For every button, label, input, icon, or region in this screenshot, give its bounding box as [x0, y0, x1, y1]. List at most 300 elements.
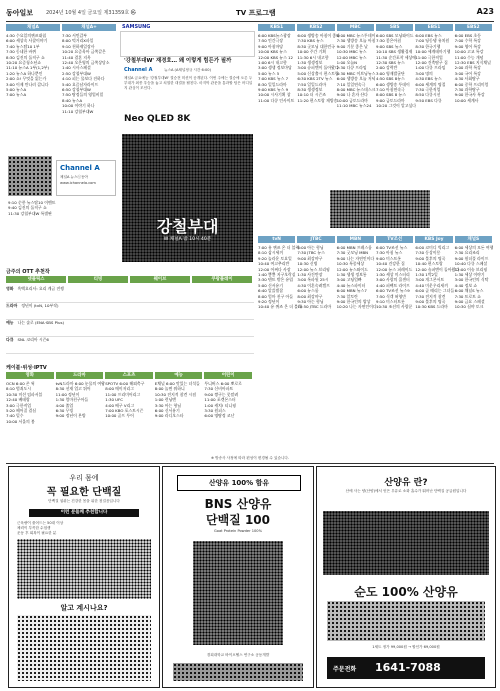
program-row: 7:30 과학탐구 [454, 87, 480, 93]
program-row: 4:50 SBS 8뉴스 [376, 76, 405, 82]
program-row: 10:30 KBS 드라마 [415, 304, 448, 310]
program-row: 1:00 다큐 프라임 [415, 65, 446, 71]
program-row: 10:20 그것이 알고싶다 [376, 103, 416, 109]
ad-right-call-box[interactable] [327, 657, 485, 679]
channel-column [376, 33, 416, 109]
program-row: 3:00 국어 특강 [454, 70, 481, 76]
cable-row: 8:30 선재 업고 튀어 [55, 386, 91, 392]
channel-column [258, 245, 302, 310]
program-row: 8:50 다큐시선 [415, 92, 441, 98]
program-row: 10:00 세계사 [454, 97, 479, 103]
cable-title: 케이블·위성·IPTV [6, 365, 47, 371]
program-row: 1:30 1박2일 [415, 272, 438, 278]
program-row: 4:40 미운우리새끼 [415, 282, 448, 288]
channel-column [258, 33, 295, 103]
schedule-row: 8:00 먹거리X파일 [62, 38, 94, 44]
program-row: 7:30 아침 뉴스 [376, 250, 403, 256]
cable-row: 11:00 정년이 [55, 391, 80, 397]
schedule-row: 11:30 강철부대W 특별판 [8, 210, 52, 216]
program-row: 1:30 세상 미스터리 [376, 272, 410, 278]
cable-header: 예능 [155, 372, 203, 379]
program-row: 10:30 특종세상 [336, 261, 365, 267]
ad-left-list [17, 521, 151, 535]
ott-row [6, 303, 254, 320]
channel-header: KBS2 [297, 24, 334, 31]
program-row: 12:00 이슈 브리핑 [454, 266, 488, 272]
program-row: 7:30 좋은아침 [376, 38, 402, 44]
schedule-row: 5:00 뉴스A [6, 87, 27, 93]
ott-title-text: SNL 코리아 시즌6 [17, 337, 49, 342]
cable-column [204, 381, 252, 419]
program-row: 2:30 다큐 프라임 [336, 65, 367, 71]
cable-row: 8:00 놀면 뭐하니 [154, 386, 185, 392]
ad-mid-product-image [193, 541, 283, 645]
ott-header: 티빙 [68, 276, 128, 283]
ott-row [6, 286, 254, 303]
feature-channel: Channel A [124, 67, 153, 73]
program-row: 10:00 시사기획 창 [258, 92, 291, 98]
ott-genre: 다큐 [6, 337, 14, 342]
program-row: 7:00 KBS 뉴스 7 [258, 76, 289, 82]
program-row: 10:00 주간 기획 [297, 49, 327, 55]
program-row: 11:30 6시 내고향 [297, 54, 329, 60]
program-row: 9:00 금요 스페셜 [454, 299, 485, 305]
program-row: 9:00 불후의 명곡 [415, 299, 446, 305]
drama-cast-photo [330, 190, 430, 228]
ad-right-product-image [327, 601, 485, 641]
program-row: 8:00 MBC 뉴스데스크 [336, 87, 376, 93]
schedule-row: 8:30 김진의 돌직구 쇼 [6, 54, 45, 60]
cable-row: 6:00 신서유기 [154, 408, 180, 414]
program-row: 4:40 퍼펙트 라이프 [376, 282, 410, 288]
channel-column [297, 33, 340, 103]
cable-header: 영화 [6, 372, 54, 379]
program-row: 9:00 영어 특강 [454, 43, 481, 49]
program-row: 6:00 MBN 프레스룸 [336, 245, 372, 250]
program-row: 9:00 나는 자연인이다 [336, 255, 375, 261]
program-row: 6:00 생방송 투데이 [376, 81, 410, 87]
program-row: 3:00 영재발굴단 [376, 70, 405, 76]
program-row: 10:40 여고추리반 [258, 261, 290, 267]
program-row: 7:30 극한직업 [415, 87, 441, 93]
program-row: 10:50 JTBC 드라마 [297, 304, 332, 310]
ad-left-list-item: 운동 후 회복이 필요한 분 [17, 530, 57, 535]
cable-row: 5:20 헤어질 결심 [6, 408, 37, 414]
program-row: 6:00 생방송 오늘 저녁 [336, 76, 376, 82]
program-row: 2:00 강력반 [376, 65, 398, 71]
cable-column [155, 381, 203, 419]
channel-logo: Channel A [60, 164, 100, 172]
program-row: 11:00 수능 개념 [454, 54, 484, 60]
channel-header: EBS1 [415, 24, 452, 31]
channel-header: KBS Joy [415, 236, 452, 243]
schedule-row: 6:00 세상속 사찰이야기 [6, 38, 48, 44]
program-row: 8:00 최강야구 [297, 293, 323, 299]
program-row: 8:00 엄마 친구 아들 [258, 293, 293, 299]
cable-row: 8:00 메이저리그 [105, 386, 134, 392]
cable-column [56, 381, 104, 419]
tv-grid-bottom [258, 236, 494, 456]
schedule-row: 3:00 이제 만나러 갑니다 [6, 81, 49, 87]
cable-row: 11:00 포켓몬스터 [204, 397, 236, 403]
program-row: 4:30 사회탐구 [454, 76, 480, 82]
channel-header: TV조선 [376, 236, 413, 243]
program-row: 6:00 EBS 뉴스 [415, 33, 442, 38]
schedule-row: 7:30 동네한 바퀴 [6, 49, 37, 55]
program-row: 11:20 편스토랑 재방송 [297, 97, 338, 103]
cable-row: 10:30 전지적 참견 시점 [154, 391, 197, 397]
program-row: 8:30 굿모닝 대한민국 [297, 43, 335, 49]
program-row: 1:00 6시 내고향 [258, 60, 287, 66]
program-row: 6:00 뉴스룸 [297, 288, 319, 294]
program-row: 12:00 KBS 뉴스 12 [258, 54, 294, 60]
channel-column [415, 33, 452, 103]
program-row: 11:00 다큐 인사이트 [258, 97, 295, 103]
ad-left-bar: 이런 분들께 추천합니다 [29, 509, 139, 517]
schedule-row: 11:10 뉴스A 1부(1,2부) [6, 65, 50, 71]
ott-title-text: 흑백요리사: 요리 계급 전쟁 [17, 286, 64, 291]
program-row: 4:30 MBC 이브닝뉴스 [336, 70, 376, 76]
program-row: 12:00 뉴스 퍼레이드 [376, 266, 413, 272]
program-row: 7:50 인간극장 [258, 38, 284, 44]
channel-a-plus-list [62, 33, 116, 114]
schedule-row: 10:20 요즘청소년쇼 [6, 60, 41, 66]
ad-right-phone[interactable]: 1641-7088 [375, 661, 441, 674]
schedule-row: 9:10 순풍 뉴스탑10 이벤트 [8, 200, 56, 205]
program-row: 3:00 사랑의 콜센터 [376, 277, 410, 283]
cable-row: 8:10 범죄도시 [6, 386, 32, 392]
tv-model-label: Neo QLED 8K [124, 114, 191, 124]
cable-row: 9:00 정년이 본방 [55, 413, 86, 419]
program-row: 7:30 알토란 [336, 293, 358, 299]
program-row: 7:50 식객 허영만 [376, 293, 407, 299]
ad-mid-brand: BNS 산양유 [204, 497, 272, 511]
program-row: 12:00 MBC 뉴스 [336, 54, 367, 60]
ad-left-list-item: 근육량이 줄어드는 50대 이상 [17, 521, 64, 525]
masthead-rule [6, 21, 494, 22]
cable-row: 12:40 베테랑 [6, 397, 30, 403]
ad-divider [6, 463, 494, 464]
schedule-row: 1:40 시사스페셜 [62, 65, 91, 71]
program-row: 7:30 JTBC 뉴스 [297, 250, 325, 256]
program-row: 6:00 세상의 모든 여행 [454, 245, 494, 250]
program-row: 4:40 정보 쇼 [454, 282, 478, 288]
cable-header: 드라마 [56, 372, 104, 379]
ott-header: 넷플릭스 [6, 276, 66, 283]
program-row: 9:20 정년이 [258, 299, 280, 305]
program-row: 7:10 일일연속극 [336, 81, 366, 87]
program-row: 10:40 다큐 스페셜 [454, 261, 488, 267]
program-row: 9:50 EBS 다큐 [415, 97, 442, 103]
channel-header: 채널S [455, 236, 492, 243]
schedule-row: 7:40 뉴스탑10 1부 [6, 43, 40, 49]
program-row: 6:00 TV조선 뉴스 [376, 245, 408, 250]
ad-bns-product [162, 466, 314, 688]
cable-row: 7:40 밀수 [6, 413, 24, 419]
cable-row: tvN드라마 6:00 눈물의 여왕 [55, 381, 105, 386]
cable-row: 4:00 졸업 [55, 402, 74, 408]
ad-right-question: 산양유 란? [384, 478, 428, 488]
program-row: 6:00 TV조선 뉴스9 [376, 288, 410, 294]
program-row: 1:30 세상 이야기 [454, 272, 485, 278]
channel-sub: 채널A 뉴스ⓒ동아 [60, 175, 89, 179]
samsung-logo: SAMSUNG [122, 24, 151, 30]
cable-row: 9:00 라디오스타 [154, 413, 184, 419]
program-row: 6:00 채널S 뉴스 [454, 288, 484, 294]
ad-mid-badge-row [173, 663, 303, 681]
program-row: 9:00 최강야구 [297, 255, 323, 261]
program-row: 6:00 중학 프리미엄 [454, 81, 489, 87]
program-row: 6:00 아는 형님 [297, 245, 324, 250]
channel-header: JTBC [297, 236, 334, 243]
program-row: 9:00 불후의 명곡 [415, 255, 446, 261]
schedule-row: 7:30 서민갑부 [62, 33, 88, 38]
cable-row: 1:30 엄마친구아들 [55, 397, 89, 403]
program-row: 10:30 신병 [297, 261, 318, 267]
ott-recommend [6, 268, 254, 362]
channel-column [336, 245, 377, 310]
cable-row: 1:00 캐치! 티니핑 [204, 402, 236, 408]
program-row: 7:30 생방송 오늘 아침 [336, 38, 376, 44]
ad-goat-milk-right [316, 466, 496, 688]
channel-header: KBS1 [258, 24, 295, 31]
program-row: 10:30 조선의 사랑꾼 [376, 304, 413, 310]
program-row: 5:00 신상출시 편스토랑 [297, 70, 339, 76]
program-row: 12:30 SBS 뉴스 [376, 60, 405, 66]
program-row: 10:10 더 시즌즈 [297, 92, 327, 98]
feature-block [120, 24, 255, 264]
channel-a-schedule [6, 24, 116, 264]
program-row: 9:00 나 혼자 산다 [336, 92, 368, 98]
channel-header: SBS [376, 24, 413, 31]
program-row: 10:40 건강한 집 [376, 261, 405, 267]
schedule-row: 2:00 쇼! 무엇을 잃는가 [6, 76, 47, 82]
cable-row: 6:00 명탐정 코난 [204, 413, 235, 419]
program-row: 6:00 MBC 뉴스투데이 [336, 33, 376, 38]
program-row: 7:30 KBS 뉴스 [297, 38, 324, 44]
program-row: 6:00 EBS 초등 [454, 33, 481, 38]
schedule-row: 7:50 탐정들의 영업비밀 [62, 92, 104, 98]
program-row: 7:50 일일드라마 [297, 81, 327, 87]
cable-row: 10:30 미션 임파서블 [6, 391, 43, 397]
program-row: 12:00 건축탐구 집 [415, 60, 448, 66]
program-row: 9:00 한국인의 밥상 [336, 299, 371, 305]
program-row: 11:30 순간포착 세상에 [376, 54, 416, 60]
program-row: 4:30 EBS 뉴스 [415, 76, 442, 82]
program-row: 6:00 세계의 명절 [415, 81, 446, 87]
program-row: 6:00 KBS뉴스광장 [258, 33, 291, 38]
program-row: 12:00 뉴스와이드 [336, 266, 368, 272]
program-row: 10:00 고교 특강 [454, 49, 484, 55]
program-row: 7:30 굿모닝 MBN [336, 250, 369, 256]
cable-row: 11:00 프리미어리그 [105, 391, 141, 397]
cable-row: 3:30 아는 형님 [154, 402, 182, 408]
ott-header: 웨이브 [130, 276, 190, 283]
poster-subtitle: W 채널A 밤 10시 40분 [163, 237, 212, 242]
ad-right-goat-image [323, 511, 489, 575]
program-row: 9:00 KBS 뉴스 9 [258, 87, 289, 93]
channel-url[interactable]: www.ichannela.com [60, 181, 96, 185]
poster-title: 강철부대 [156, 217, 219, 236]
cable-row: SPOTV 6:00 해외축구 [105, 381, 145, 386]
program-row: 12:00 뉴스 브리핑 [297, 266, 330, 272]
program-row: 7:30 트로트 쇼 [454, 293, 481, 299]
cable-footnote: ※ 방송사 사정에 따라 편성이 변경될 수 있습니다. [210, 456, 290, 460]
program-row: 3:00 톡파원 25시 [297, 277, 329, 283]
ott-genre: 예능 [6, 320, 14, 325]
schedule-row: 5:40 요즘남자라이프 [62, 81, 99, 87]
channel-header: EBS2 [455, 24, 492, 31]
channel-column [337, 33, 374, 109]
program-row: 9:00 원더풀 라이프 [454, 255, 489, 261]
ott-genre: 드라마 [6, 303, 18, 308]
schedule-row: 12:40 오은영의 금쪽상담소 [62, 60, 110, 66]
cable-row: 7:00 KBO 포스트시즌 [105, 408, 144, 414]
cable-column [105, 381, 153, 419]
channel-header: MBC [337, 24, 374, 31]
program-row: 12:30 EBS 지식채널 [454, 60, 491, 66]
ad-left-headline: 꼭 필요한 단백질 [46, 487, 122, 498]
ad-left-top: 우리 몸에 [69, 474, 99, 482]
program-row: 10:00 금토드라마 [336, 97, 368, 103]
program-row: 8:00 SBS 8 뉴스 [376, 92, 406, 98]
ad-right-price-note: 1세트 정가 99,000원 → 할인가 69,000원 [372, 645, 440, 649]
feature-headline: '강철부대W' 재경호… 왜 이렇게 힘든가 필까 [124, 58, 232, 64]
issue-date: 2024년 10월 4일 금요일 제31359호 ㉿ [46, 10, 136, 16]
cable-header: 어린이 [204, 372, 252, 379]
program-row: 1:40 뿅뿅 지구오락실 [258, 272, 296, 278]
program-row: 3:00 개그콘서트 [415, 277, 445, 283]
program-row: 9:00 금토드라마 [376, 97, 405, 103]
program-row: 9:10 미스터트롯 [376, 299, 405, 305]
program-row: 3:30 텐트 밖은 유럽 [258, 277, 293, 283]
cable-schedule [6, 364, 254, 460]
schedule-row: 4:10 피는 물보다 진하다 [62, 76, 105, 82]
ad-left-list-item: 체력이 부족한 수험생 [17, 525, 51, 530]
cable-row: 10:00 서울의 봄 [6, 418, 35, 424]
program-row: 1:30 생생 정보통 [336, 272, 367, 278]
schedule-row: 4:30 수요일의퀴즈대첩 [6, 33, 47, 38]
cable-row: E채널 6:00 맛있는 녀석들 [154, 381, 200, 386]
program-row: 7:10 아침연속극 [376, 87, 405, 93]
cable-row: 10:00 골프 투어 [105, 413, 134, 419]
program-row: 7:30 전지적 참견 [415, 293, 446, 299]
program-row: 9:00 미스트롯 [376, 255, 402, 261]
schedule-row: 1:20 뉴스A 하나뿐인 [6, 70, 43, 76]
program-row: 8:30 일일드라마 [258, 81, 287, 87]
schedule-row: 9:10 천하제일장사 [62, 43, 95, 49]
ad-mid-product: 단백질 100 [205, 513, 270, 527]
cable-row: 3:00 극한직업 [6, 402, 32, 408]
cable-row: 9:00 짱구는 못말려 [204, 391, 239, 397]
cable-row: 6:30 무빙 [55, 408, 74, 414]
channel-a-bottom-list [8, 200, 114, 216]
schedule-row: 7:00 뉴스A [6, 92, 27, 98]
program-row: 12:00 어쩌다 사장 [258, 266, 291, 272]
ott-header: 쿠팡플레이 [192, 276, 252, 283]
cable-row: 7:30 신비아파트 [204, 386, 234, 392]
anchor-photo [8, 156, 52, 196]
channel-column [297, 245, 334, 310]
program-row: 12:00 슈퍼맨이 돌아왔다 [415, 266, 460, 272]
ott-row [6, 337, 254, 354]
program-row: 6:30 KBS 2TV 뉴스 [297, 76, 333, 82]
ad-right-desc: 산에 사는 양(산양)에서 얻은 우유로 소화 흡수가 뛰어난 단백질 공급원입니다 [345, 489, 467, 493]
schedule-row: 10:20 요즘육아 금쪽같은 [62, 49, 106, 55]
program-row: 10:00 세계테마기행 [415, 49, 451, 55]
newspaper-name: 동아일보 [6, 9, 34, 17]
program-row: 11:10 MBC 뉴스24 [336, 103, 372, 109]
program-row: 10:20 나는 자연인이다 [336, 304, 377, 310]
program-row: 10:40 편스토랑 [415, 261, 443, 267]
program-row: 3:00 명의 [415, 70, 433, 76]
poster-image [122, 134, 253, 262]
program-row: 10:30 심야 토크 [454, 304, 484, 310]
program-row: 3:00 고딩엄빠 [336, 277, 362, 283]
schedule-row: 9:40 김진의 돌직구 쇼 [8, 205, 47, 211]
program-row: 9:20 놀라운 토요일 [258, 255, 292, 261]
ad-protein-left [8, 466, 160, 688]
cable-row: OCN 6:00 존 윅 [6, 381, 35, 386]
col-header-channel-a-plus: 채널A+ [62, 24, 116, 31]
program-row: 8:30 생생정보 [297, 87, 323, 93]
schedule-row: 11:10 강철부대W [62, 108, 94, 114]
ad-mid-tagline: Goat Protein Powder 100% [213, 529, 263, 533]
program-row: 11:00 극한직업 [415, 54, 443, 60]
program-row: 1:00 오늘N [336, 60, 358, 66]
program-row: 7:30 동상이몽 [415, 250, 441, 256]
program-row: 8:10 삼시세끼 [258, 250, 284, 256]
page-number: A23 [476, 7, 494, 16]
section-title: TV 프로그램 [236, 9, 276, 17]
cable-column [6, 381, 54, 424]
program-row: 9:30 아는 형님 [297, 299, 324, 305]
program-row: 6:00 SBS 모닝와이드 [376, 33, 414, 38]
program-row: 1:30 생생정보 [297, 60, 323, 66]
ott-title-text: 나는 솔로 (ENA·SBS Plus) [17, 320, 65, 325]
ad-left-image [17, 539, 151, 599]
program-row: 7:00 유 퀴즈 온 더 블럭 [258, 245, 300, 250]
program-row: 10:00 KBS 뉴스 [258, 49, 287, 55]
col-header-channel-a: 채널A [6, 24, 60, 31]
masthead [6, 6, 494, 20]
ad-mid-badge: 산양유 100% 함유 [177, 475, 301, 491]
feature-schedule: 뉴스A (A채널정규 시간 6:00) [164, 68, 211, 72]
program-row: 10:30 MBC 뉴스 [336, 49, 367, 55]
program-row: 2:00 과학 특강 [454, 65, 481, 71]
program-row: 9:00 기분 좋은 날 [336, 43, 368, 49]
program-row: 9:00 아침마당 [258, 43, 284, 49]
program-row: 7:30 요리조리 [454, 250, 480, 256]
schedule-row: 2:50 강철부대W [62, 70, 91, 76]
program-row: 8:30 한국기행 [415, 43, 441, 49]
tv-ad-strip [120, 31, 255, 57]
channel-column [455, 33, 492, 103]
program-row: 6:00 MBN 뉴스7 [336, 288, 367, 294]
channel-column [415, 245, 460, 310]
program-row: 6:00 코미디 빅리그 [415, 245, 450, 250]
schedule-row: 10:00 이야기 하나 [62, 103, 95, 109]
feature-body: 채널A 금요예능 '강철부대W' 결승전 미션이 공개된다. 이번 주에는 결승에 오른 두 부대가 최종 우승을 놓고 치열한 대결을 펼친다. 마지막 관문을 통과할 팀은 어디일지 관심이 모인다. [124, 76, 253, 90]
program-row: 10:40 유 퀴즈 온 더 블럭 [258, 304, 302, 310]
program-row: 9:00 한국사 특강 [454, 92, 485, 98]
program-row: 7:00 딩동댕 유치원 [415, 38, 450, 44]
program-row: 1:30 사건반장 [297, 272, 323, 278]
cable-header: 스포츠 [105, 372, 153, 379]
program-row: 6:00 골 때리는 그녀들 [415, 288, 455, 294]
program-row: 10:10 SBS 생활경제 [376, 49, 413, 55]
cable-row: 1:30 UFC [105, 397, 123, 403]
